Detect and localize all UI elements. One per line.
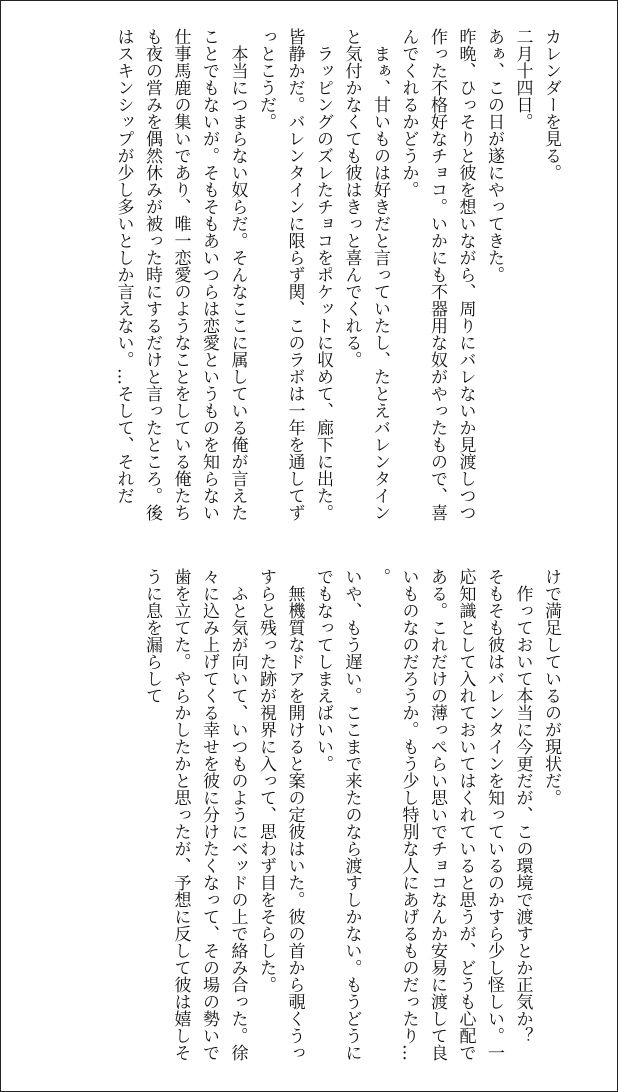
paragraph: いや、もう遅い。ここまで来たのなら渡すしかない。もうどうにでもなってしまえばいい。	[313, 568, 362, 1061]
paragraph: ラッピングのズレたチョコをポケットに収めて、廊下に出た。皆静かだ。バレンタインに限らず関、このラボは一年を通してずっとこうだ。	[256, 28, 333, 521]
paragraph: 昨晩、ひっそりと彼を想いながら、周りにバレないか見渡しつつ作った不格好なチョコ。いかにも不器用な奴がやったもので、喜んでくれるかどうか。	[398, 28, 476, 521]
paragraph: 二月十四日。	[512, 28, 533, 130]
paragraph: けで満足しているのが現状だ。	[541, 568, 561, 806]
paragraph: 作っておいて本当に今更だが、この環境で渡すとか正気か？ そもそも彼はバレンタインを知っているのかすら少し怪しい。一応知識として入れておいてはくれていると思うが、どうも心配である。これだけの薄っぺらい思いでチョコなんか安易に渡して良いものなのだろうか。もう少し特別な人にあげるものだったり…。	[370, 568, 533, 1061]
paragraph: あぁ、この日が遂にやってきた。	[484, 28, 504, 283]
text-column-bottom	[50, 568, 565, 1072]
paragraph: ふと気が向いて、いつものようにベッドの上で絡み合った。徐々に込み上げてくる幸せを彼に分けたくなって、その場の勢いで歯を立てた。やらかしたかと思ったが、予想に反して彼は嬉しそうに息を漏らして	[142, 568, 248, 1061]
text-column-top	[50, 28, 565, 536]
paragraph: まぁ、甘いものは好きだと言っていたし、たとえバレンタインと気付かなくても彼はきっと喜んでくれる。	[341, 28, 390, 521]
paragraph: 無機質なドアを開けると案の定彼はいた。彼の首から覗くうっすらと残った跡が視界に入って、思わず目をそらした。	[256, 568, 305, 1061]
paragraph: カレンダーを見る。	[541, 28, 561, 181]
paragraph: 本当につまらない奴らだ。そんなここに属している俺が言えたことでもないが。そもそもあいつらは恋愛というものを知らない仕事馬鹿の集いであり、唯一恋愛のようなことをしている俺たちも夜の営みを偶然休みが被った時にするだけと言ったところ。後はスキンシップが少し多いとしか言えない。…そして、それだ	[113, 28, 248, 521]
